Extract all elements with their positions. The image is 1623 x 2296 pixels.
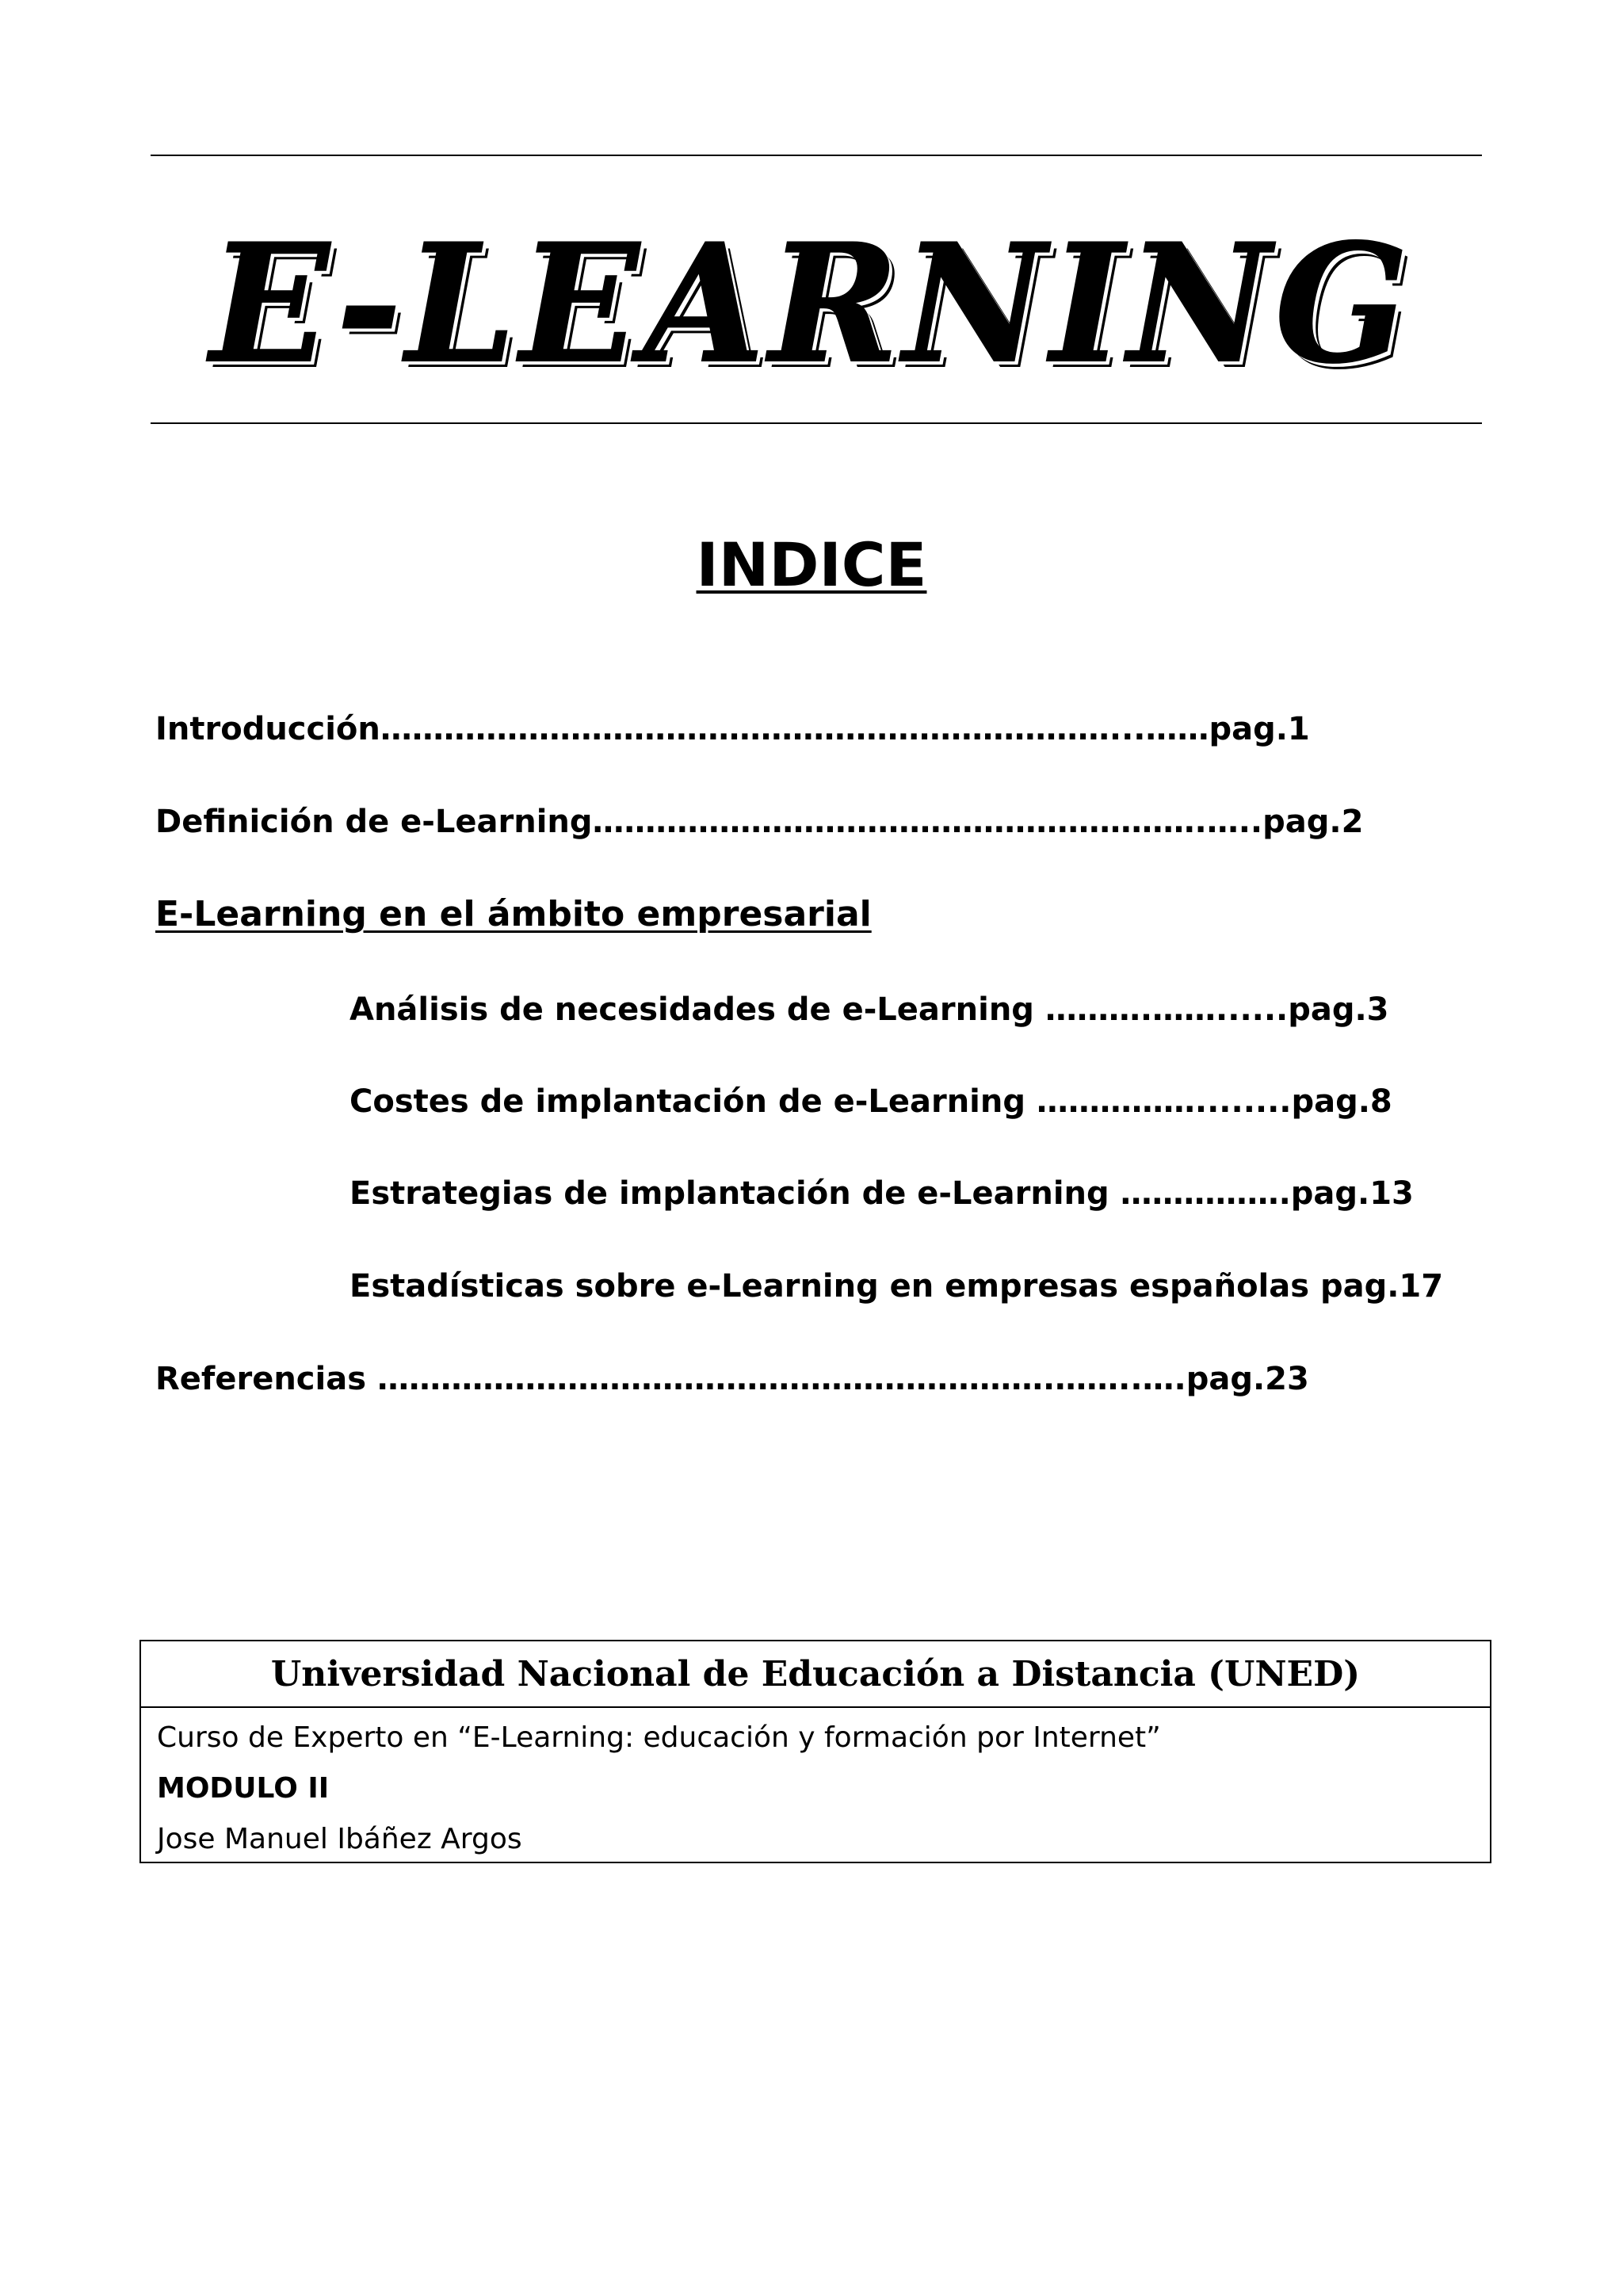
- toc-item-referencias: Referencias ……………………………………………………….……..….pag.23: [155, 1361, 1309, 1397]
- toc-item-analisis: Análisis de necesidades de e-Learning ……….……......pag.3: [349, 991, 1389, 1028]
- top-divider: [151, 155, 1482, 156]
- bottom-divider: [151, 422, 1482, 424]
- toc-item-estrategias: Estrategias de implantación de e-Learning …………….pag.13: [349, 1175, 1414, 1212]
- index-heading: INDICE: [696, 529, 927, 600]
- footer-box: [139, 1640, 1491, 1863]
- course-name: Curso de Experto en “E-Learning: educación y formación por Internet”: [157, 1721, 1161, 1754]
- institution-name: Universidad Nacional de Educación a Distancia (UNED): [141, 1641, 1490, 1708]
- author-name: Jose Manuel Ibáñez Argos: [157, 1823, 522, 1855]
- document-title: E-LEARNING: [210, 209, 1413, 399]
- toc-section-ambito-empresarial: E-Learning en el ámbito empresarial: [155, 894, 872, 934]
- module-label: MODULO II: [157, 1772, 330, 1805]
- toc-item-costes: Costes de implantación de e-Learning ……………........pag.8: [349, 1083, 1392, 1120]
- toc-item-introduccion: Introducción……………………………………………………………...……pag.1: [155, 711, 1310, 747]
- toc-item-definicion: Definición de e-Learning………………………………………………….…..pag.2: [155, 804, 1364, 840]
- toc-item-estadisticas: Estadísticas sobre e-Learning en empresas españolas pag.17: [349, 1268, 1444, 1305]
